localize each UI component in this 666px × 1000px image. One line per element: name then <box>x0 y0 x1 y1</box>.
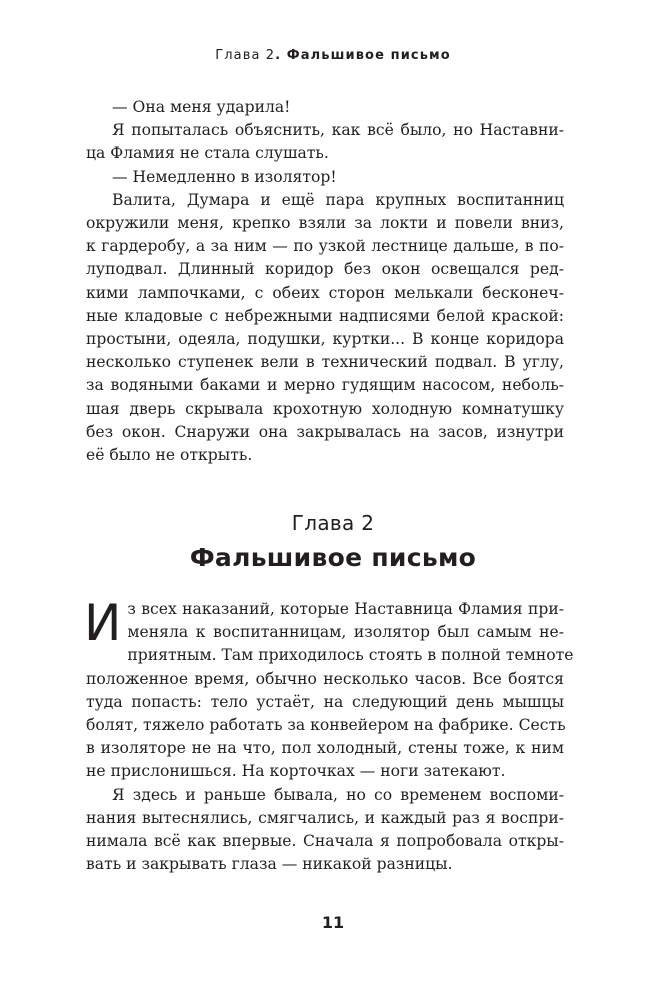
text-line: положенное время, обычно несколько часов. Все боятся <box>86 669 564 688</box>
running-head-chapter: Глава 2 <box>215 48 276 63</box>
running-head-separator: . <box>275 48 287 63</box>
text-line: нания вытеснялись, смягчались, и каждый раз я воспри- <box>86 808 564 827</box>
chapter-title: Фальшивое письмо <box>189 543 477 572</box>
chapter-body <box>84 594 574 876</box>
text-line: луподвал. Длинный коридор без окон освещался ред- <box>86 260 564 279</box>
text-line: её было не открыть. <box>86 446 253 465</box>
text-line: окружили меня, крепко взяли за локти и повели вниз, <box>86 214 564 233</box>
text-line: нимала всё как впервые. Сначала я попробовала откры- <box>86 832 564 851</box>
text-line: Я здесь и раньше бывала, но со временем воспоми- <box>112 785 564 804</box>
text-line: за водяными баками и мерно гудящим насосом, неболь- <box>86 376 564 395</box>
text-line: в изоляторе не на что, пол холодный, стены тоже, к ним <box>86 739 564 758</box>
text-line: ца Фламия не стала слушать. <box>86 144 329 163</box>
text-line: простыни, одеяла, подушки, куртки... В конце коридора <box>86 330 564 349</box>
text-line: — Она меня ударила! <box>112 98 291 116</box>
text-line: шая дверь скрывала крохотную холодную комнатушку <box>86 399 564 418</box>
text-line: к гардеробу, а за ним — по узкой лестнице дальше, в по- <box>86 237 564 256</box>
running-head <box>0 48 666 63</box>
previous-chapter-ending <box>86 96 564 467</box>
page-number: 11 <box>321 913 345 932</box>
text-line: меняла к воспитанницам, изолятор был самым не- <box>127 623 564 642</box>
chapter-label: Глава 2 <box>291 511 375 535</box>
text-line: без окон. Снаружи она закрывалась на засов, изнутри <box>86 422 564 441</box>
text-line: болят, тяжело работать за конвейером на фабрике. Сесть <box>86 716 566 735</box>
text-line: не прислонишься. На корточках — ноги затекают. <box>86 762 506 781</box>
text-line: туда попасть: тело устаёт, на следующий день мышцы <box>86 692 564 711</box>
drop-cap: И <box>84 594 122 652</box>
text-line: приятным. Там приходилось стоять в полной темноте <box>127 646 574 665</box>
text-line: несколько ступенек вели в технический подвал. В углу, <box>86 353 564 372</box>
text-line: з всех наказаний, которые Наставница Фламия при- <box>127 600 564 618</box>
running-head-title: Фальшивое письмо <box>286 48 451 63</box>
text-line: ные кладовые с небрежными надписями белой краской: <box>86 306 564 325</box>
text-line: Валита, Думара и ещё пара крупных воспитанниц <box>112 190 564 209</box>
text-line: — Немедленно в изолятор! <box>112 167 337 186</box>
text-line: кими лампочками, с обеих сторон мелькали бесконеч- <box>86 283 564 302</box>
text-line: Я попыталась объяснить, как всё было, но Наставни- <box>112 121 564 140</box>
text-line: вать и закрывать глаза — никакой разницы. <box>86 855 453 874</box>
